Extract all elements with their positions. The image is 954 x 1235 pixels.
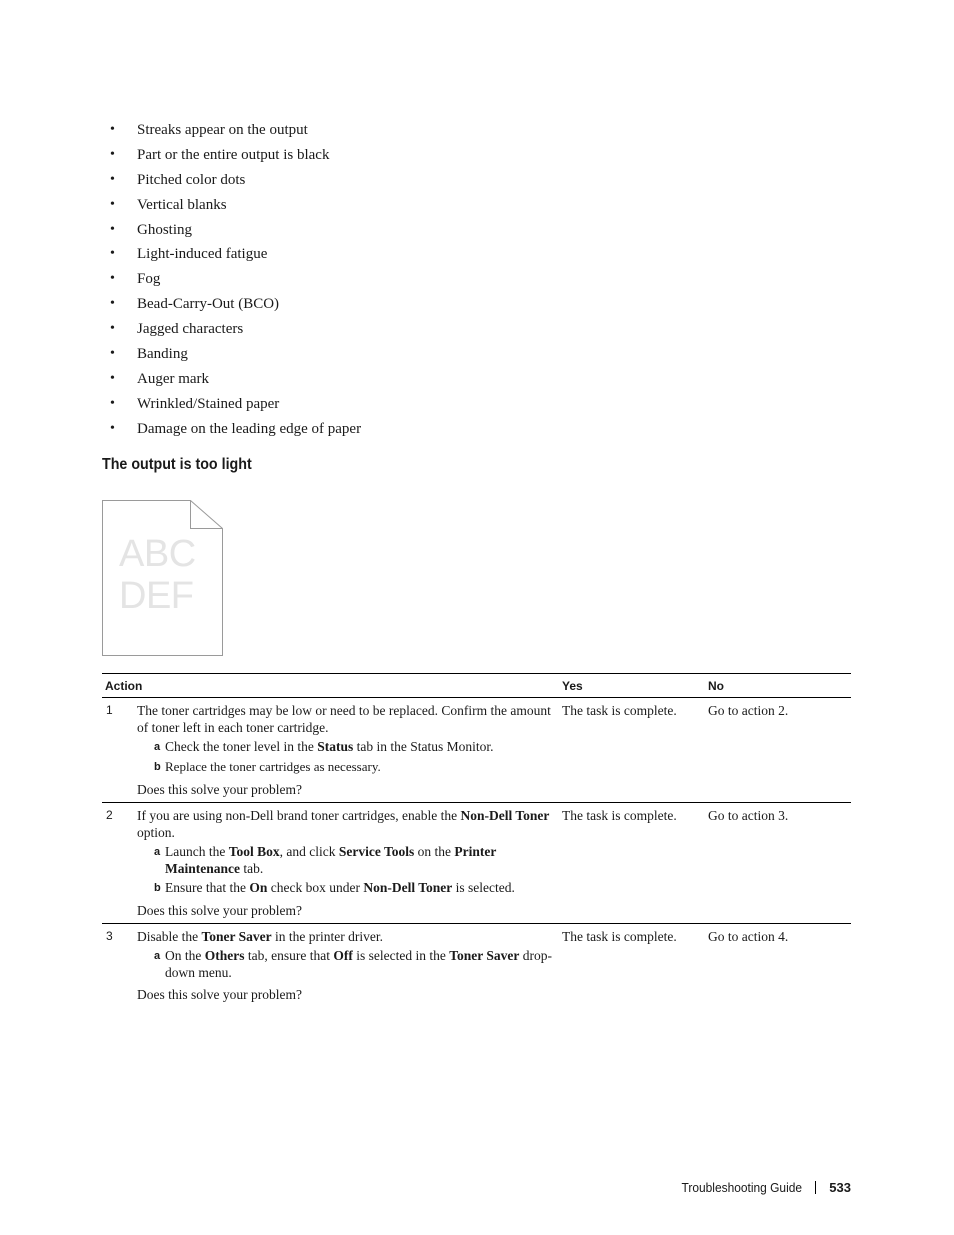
table-row bbox=[102, 803, 851, 924]
step-number: 1 bbox=[106, 703, 113, 717]
list-item: • Jagged characters bbox=[108, 318, 361, 343]
substep-letter: b bbox=[154, 761, 161, 773]
step-intro: If you are using non-Dell brand toner cartridges, enable the Non-Dell Toner option. bbox=[137, 808, 550, 840]
substep-text: Launch the Tool Box, and click Service Tools on the Printer Maintenance tab. bbox=[165, 844, 497, 876]
substep-text: Ensure that the On check box under Non-Dell Toner is selected. bbox=[165, 880, 515, 895]
list-item: • Damage on the leading edge of paper bbox=[108, 418, 361, 443]
list-item: • Banding bbox=[108, 343, 361, 368]
page-footer bbox=[671, 1180, 851, 1195]
list-item: • Vertical blanks bbox=[108, 194, 361, 219]
substep-letter: a bbox=[154, 741, 161, 753]
substep bbox=[154, 947, 556, 981]
list-item: • Pitched color dots bbox=[108, 169, 361, 194]
step-no: Go to action 4. bbox=[705, 924, 851, 1008]
table-header-row bbox=[102, 674, 851, 698]
step-number: 3 bbox=[102, 924, 134, 1008]
substep-text: Replace the toner cartridges as necessary. bbox=[165, 759, 381, 774]
step-question: Does this solve your problem? bbox=[137, 987, 302, 1002]
substep-text: Check the toner level in the Status tab in the Status Monitor. bbox=[165, 739, 494, 754]
substep bbox=[154, 879, 556, 897]
step-question: Does this solve your problem? bbox=[137, 903, 302, 918]
substep bbox=[154, 758, 556, 776]
substep-letter: b bbox=[154, 882, 161, 894]
footer-label: Troubleshooting Guide bbox=[681, 1180, 803, 1195]
step-number: 2 bbox=[102, 803, 134, 924]
step-yes: The task is complete. bbox=[559, 924, 705, 1008]
step-action bbox=[134, 924, 559, 1008]
list-item: • Part or the entire output is black bbox=[108, 144, 361, 169]
table-row bbox=[102, 924, 851, 1008]
list-item: • Ghosting bbox=[108, 219, 361, 244]
step-intro: The toner cartridges may be low or need to be replaced. Confirm the amount of toner left in each toner cartridge. bbox=[137, 703, 551, 735]
step-question: Does this solve your problem? bbox=[137, 782, 302, 797]
header-action: Action bbox=[102, 674, 559, 698]
substep bbox=[154, 843, 556, 877]
list-item: • Fog bbox=[108, 268, 361, 293]
table-row bbox=[102, 698, 851, 803]
substep-text: On the Others tab, ensure that Off is selected in the Toner Saver drop-down menu. bbox=[165, 948, 552, 980]
page-number: 533 bbox=[829, 1180, 851, 1195]
list-item: • Bead-Carry-Out (BCO) bbox=[108, 293, 361, 318]
header-yes: Yes bbox=[559, 674, 705, 698]
step-no: Go to action 3. bbox=[705, 803, 851, 924]
symptom-list bbox=[108, 119, 361, 443]
step-intro: Disable the Toner Saver in the printer driver. bbox=[137, 929, 383, 944]
light-output-sample-page bbox=[102, 500, 223, 656]
header-no: No bbox=[705, 674, 851, 698]
faded-sample-text bbox=[119, 533, 196, 617]
list-item: • Auger mark bbox=[108, 368, 361, 393]
list-item: • Light-induced fatigue bbox=[108, 243, 361, 268]
footer-divider bbox=[815, 1181, 816, 1194]
step-yes: The task is complete. bbox=[559, 803, 705, 924]
substep-letter: a bbox=[154, 846, 161, 858]
step-action bbox=[134, 803, 559, 924]
step-yes: The task is complete. bbox=[562, 703, 677, 718]
list-item: • Streaks appear on the output bbox=[108, 119, 361, 144]
list-item: • Wrinkled/Stained paper bbox=[108, 393, 361, 418]
sample-line-2: DEF bbox=[119, 575, 194, 617]
step-no: Go to action 2. bbox=[708, 703, 789, 718]
sample-line-1: ABC bbox=[119, 533, 196, 575]
section-title: The output is too light bbox=[102, 456, 252, 473]
troubleshooting-table bbox=[102, 673, 851, 1007]
step-action bbox=[134, 698, 559, 803]
substep-letter: a bbox=[154, 950, 161, 962]
substep bbox=[154, 738, 556, 756]
